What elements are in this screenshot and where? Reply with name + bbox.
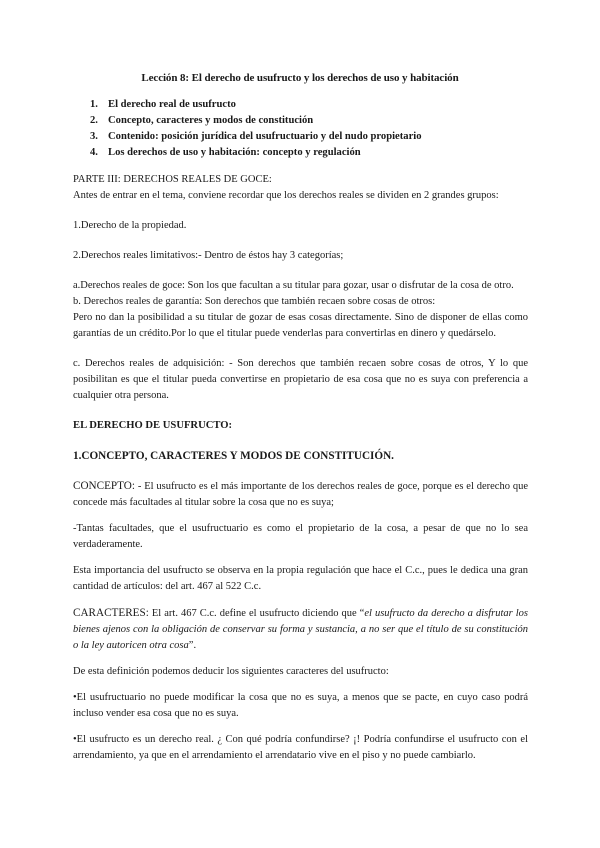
group-2: 2.Derechos reales limitativos:- Dentro de éstos hay 3 categorías; [73, 250, 344, 261]
caracteres-label: CARACTERES: [73, 607, 149, 619]
deducir-paragraph: De esta definición podemos deducir los siguientes caracteres del usufructo: [73, 666, 389, 677]
section-heading: EL DERECHO DE USUFRUCTO: [73, 420, 233, 431]
group-1: 1.Derecho de la propiedad. [73, 220, 187, 231]
toc-number: 2. [90, 115, 98, 126]
table-of-contents [90, 97, 422, 161]
toc-text: Los derechos de uso y habitación: concepto y regulación [108, 147, 361, 158]
part-intro: Antes de entrar en el tema, conviene recordar que los derechos reales se dividen en 2 grandes grupos: [73, 190, 499, 201]
toc-text: Concepto, caracteres y modos de constitución [108, 115, 314, 126]
category-b-detail: Pero no dan la posibilidad a su titular de gozar de esas cosas directamente. Sino de disponer de ellas como garantías de un crédito.Por lo que el titular puede venderlas para convertirlas en dinero y quedárselo. [73, 312, 528, 339]
document-body [73, 172, 528, 764]
toc-item [90, 113, 422, 129]
toc-number: 3. [90, 131, 98, 142]
caracteres-pre: El art. 467 C.c. define el usufructo diciendo que “ [148, 608, 365, 619]
toc-text: Contenido: posición jurídica del usufructuario y del nudo propietario [108, 131, 422, 142]
subsection-heading: 1.CONCEPTO, CARACTERES Y MODOS DE CONSTITUCIÓN. [73, 450, 394, 462]
category-a: a.Derechos reales de goce: Son los que facultan a su titular para gozar, usar o disfrutar de la cosa de otro. [73, 280, 514, 291]
caracteres-paragraph [73, 605, 528, 654]
toc-item [90, 145, 422, 161]
caracteres-post: ”. [188, 640, 197, 651]
category-c: c. Derechos reales de adquisición: - Son derechos que también recaen sobre cosas de otros, Y lo que posibilitan es que el titular pueda convertirse en propietario de esa cosa que no es suya con preferencia a cualquier otra persona. [73, 358, 528, 401]
toc-text: El derecho real de usufructo [108, 99, 236, 110]
bullet-1: •El usufructuario no puede modificar la cosa que no es suya, a menos que se pacte, en cuyo caso podrá incluso vender esa cosa que no es suya. [73, 692, 528, 719]
toc-number: 4. [90, 147, 98, 158]
toc-item [90, 97, 422, 113]
tantas-paragraph: -Tantas facultades, que el usufructuario es como el propietario de la cosa, a pesar de que no lo sea verdaderamente. [73, 523, 528, 550]
caracteres-quote: el usufructo da derecho a disfrutar los bienes ajenos con la obligación de conservar su forma y sustancia, a no ser que el título de su constitución o la ley autoricen otra cosa [73, 608, 529, 651]
category-b: b. Derechos reales de garantía: Son derechos que también recaen sobre cosas de otros: [73, 296, 436, 307]
importancia-paragraph: Esta importancia del usufructo se observa en la propia regulación que hace el C.c., pues le dedica una gran cantidad de artículos: del art. 467 al 522 C.c. [73, 565, 528, 592]
toc-item [90, 129, 422, 145]
lesson-title: Lección 8: El derecho de usufructo y los derechos de uso y habitación [141, 72, 459, 84]
concepto-text: - El usufructo es el más importante de los derechos reales de goce, porque es el derecho que concede más facultades al titular sobre la cosa que no es suya; [73, 481, 528, 508]
bullet-2: •El usufructo es un derecho real. ¿ Con qué podría confundirse? ¡! Podría confundirse el usufructo con el arrendamiento, ya que en el arrendamiento el arrendatario vive en el piso y no puede cambiarlo. [73, 734, 528, 761]
toc-number: 1. [90, 99, 98, 110]
part-heading: PARTE III: DERECHOS REALES DE GOCE: [73, 174, 272, 185]
concepto-paragraph [73, 478, 528, 511]
concepto-label: CONCEPTO: [73, 480, 135, 492]
